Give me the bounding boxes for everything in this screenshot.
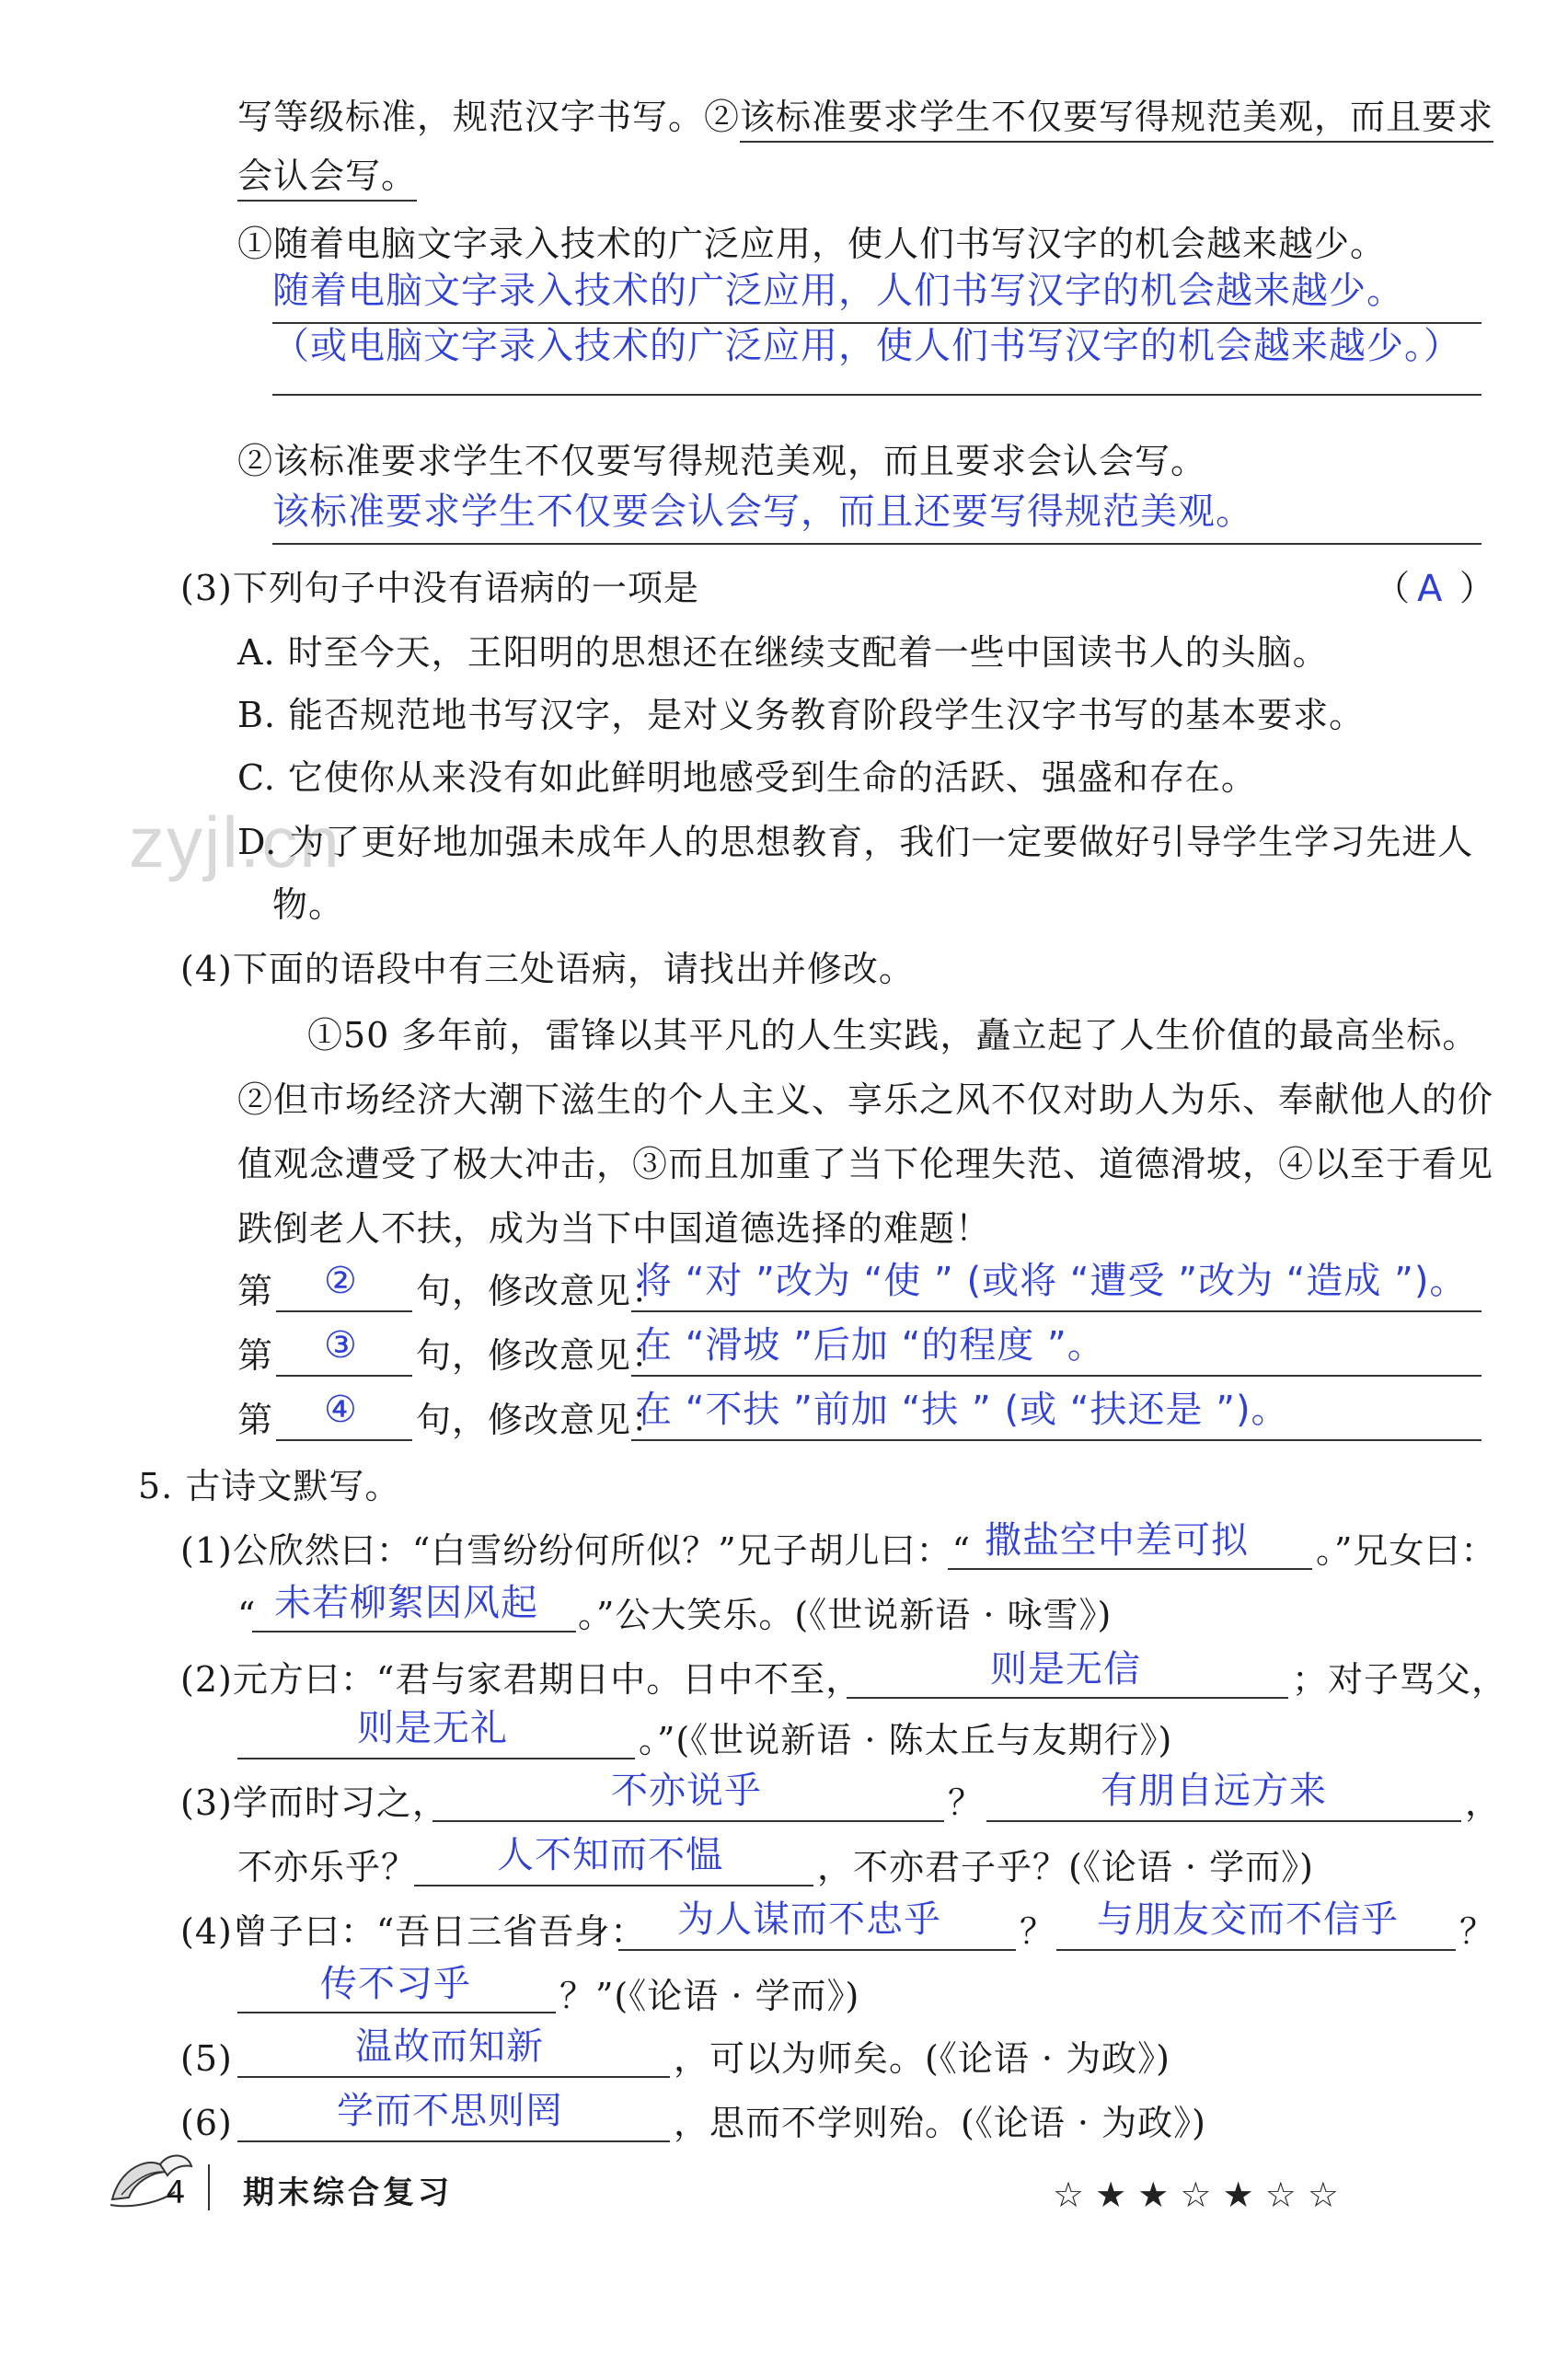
answer-line [272,322,1482,324]
q5-3-answer-1: 不亦说乎 [611,1770,762,1812]
q5-6-answer: 学而不思则罔 [337,2090,563,2132]
answer-line [986,1820,1461,1822]
q5-4-question-mark-2: ？ [1459,1911,1496,1952]
leaf-decoration-icon [103,2144,204,2218]
answer-line [847,1697,1288,1699]
answer-line [631,1310,1482,1312]
q5-title: 5. 古诗文默写。 [138,1466,401,1506]
answer-line [237,2012,556,2013]
q4-di-label: 第 [237,1400,274,1440]
q4-ju-label: 句，修改意见： [416,1335,668,1376]
answer-line [276,1439,412,1441]
top-line-1 [237,97,1494,137]
q5-1-text-end: 。”兄女曰： [1316,1530,1497,1571]
q3-stem: (3)下列句子中没有语病的一项是 [180,568,699,608]
rewrite-1-original: ①随着电脑文字录入技术的广泛应用，使人们书写汉字的机会越来越少。 [237,224,1387,264]
q4-fix-text: 在 “滑坡 ”后加 “的程度 ”。 [635,1324,1105,1367]
q5-3-text-2: 不亦乐乎？ [237,1847,418,1887]
q3-option-d-cont: 物。 [272,884,345,925]
q5-4-answer-3: 传不习乎 [320,1963,471,2005]
answer-line [237,1758,635,1759]
q5-6-label: (6) [180,2103,233,2143]
q5-4-question-mark: ？ [1020,1911,1056,1952]
answer-line [272,394,1482,396]
answer-line [237,2140,670,2142]
rewrite-2-answer: 该标准要求学生不仅要会认会写，而且还要写得规范美观。 [272,490,1253,533]
q4-sentence-number: ② [324,1260,358,1302]
footer-divider [208,2164,210,2210]
q5-4-text: (4)曾子曰：“吾日三省吾身： [180,1911,647,1952]
q4-fix-text: 将 “对 ”改为 “使 ” (或将 “遭受 ”改为 “造成 ”)。 [635,1260,1468,1302]
q3-option-d: D. 为了更好地加强未成年人的思想教育，我们一定要做好引导学生学习先进人 [237,822,1474,862]
q5-4-source: ？”(《论语 · 学而》) [559,1976,860,2016]
q5-1-text: (1)公欣然曰：“白雪纷纷何所似？”兄子胡儿曰：“ [180,1530,972,1571]
q5-3-question-mark: ？ [948,1782,985,1823]
q5-2-source: 。”(《世说新语 · 陈太丘与友期行》) [639,1720,1173,1760]
q4-paragraph-line-2: ②但市场经济大潮下滋生的个人主义、享乐之风不仅对助人为乐、奉献他人的价 [237,1079,1494,1120]
q4-sentence-number: ④ [324,1389,358,1431]
answer-line [272,543,1482,545]
rewrite-2-original: ②该标准要求学生不仅要写得规范美观，而且要求会认会写。 [237,441,1207,481]
q3-option-c: C. 它使你从来没有如此鲜明地感受到生命的活跃、强盛和存在。 [237,757,1257,798]
q5-3-source: ，不亦君子乎？(《论语 · 学而》) [817,1847,1314,1887]
q5-2-text: (2)元方曰：“君与家君期日中。日中不至， [180,1659,862,1700]
footer-title: 期末综合复习 [243,2175,453,2211]
q5-3-answer-3: 人不知而不愠 [497,1834,723,1876]
q5-5-answer: 温故而知新 [355,2025,544,2068]
q5-1-open-quote: “ [237,1595,257,1635]
answer-line [618,1949,1016,1951]
answer-line [414,1885,813,1886]
answer-line [631,1375,1482,1377]
answer-line [948,1568,1312,1570]
rewrite-1-answer: 随着电脑文字录入技术的广泛应用，人们书写汉字的机会越来越少。 [272,270,1404,312]
answer-line [276,1375,412,1377]
q4-di-label: 第 [237,1335,274,1376]
q4-fix-text: 在 “不扶 ”前加 “扶 ” (或 “扶还是 ”)。 [635,1389,1289,1431]
answer-line [631,1439,1482,1441]
q5-5-source: ，可以为师矣。(《论语 · 为政》) [674,2038,1170,2079]
answer-line [432,1820,944,1822]
q5-4-answer-2: 与朋友交而不信乎 [1097,1898,1399,1941]
q5-1-source: 。”公大笑乐。(《世说新语 · 咏雪》) [578,1595,1113,1635]
answer-line [1056,1949,1456,1951]
q3-paren-close: ） [1459,568,1496,608]
q5-3-comma: ， [1465,1782,1502,1823]
q4-di-label: 第 [237,1271,274,1311]
page-number: 4 [166,2175,187,2211]
answer-line [276,1310,412,1312]
q4-paragraph-line-3: 值观念遭受了极大冲击，③而且加重了当下伦理失范、道德滑坡，④以至于看见 [237,1144,1494,1184]
top-line-1-text: 写等级标准，规范汉字书写。② [237,97,741,137]
answer-line [237,2076,670,2078]
q4-ju-label: 句，修改意见： [416,1400,668,1440]
q4-sentence-number: ③ [324,1324,358,1367]
q4-ju-label: 句，修改意见： [416,1271,668,1311]
q4-paragraph-line-4: 跌倒老人不扶，成为当下中国道德选择的难题！ [237,1208,992,1249]
q5-1-answer-1: 撒盐空中差可拟 [985,1519,1249,1562]
top-line-1-underlined: 该标准要求学生不仅要写得规范美观，而且要求 [740,97,1493,143]
q5-5-label: (5) [180,2038,233,2079]
q5-2-text-end: ；对子骂父， [1292,1659,1508,1700]
q5-3-text: (3)学而时习之， [180,1782,448,1823]
q3-option-b: B. 能否规范地书写汉字，是对义务教育阶段学生汉字书写的基本要求。 [237,695,1366,735]
q3-option-a: A. 时至今天，王阳明的思想还在继续支配着一些中国读书人的头脑。 [237,632,1329,673]
q5-1-answer-2: 未若柳絮因风起 [274,1582,538,1624]
q5-3-answer-2: 有朋自远方来 [1101,1770,1327,1812]
q3-answer: A [1417,568,1444,610]
q5-4-answer-1: 为人谋而不忠乎 [677,1898,941,1941]
difficulty-stars: ☆ ★ ★ ☆ ★ ☆ ☆ [1053,2175,1339,2215]
q5-6-source: ，思而不学则殆。(《论语 · 为政》) [674,2103,1206,2143]
q5-2-answer-1: 则是无信 [990,1648,1141,1690]
q3-paren-open: （ [1375,568,1412,608]
top-line-2 [237,156,418,196]
q5-2-answer-2: 则是无礼 [357,1707,508,1749]
top-line-2-underlined: 会认会写。 [237,156,417,202]
answer-line [252,1631,576,1632]
watermark: zyjl.cn [129,802,341,883]
rewrite-1-answer-alt: （或电脑文字录入技术的广泛应用，使人们书写汉字的机会越来越少。） [272,325,1461,367]
q4-paragraph-line-1: ①50 多年前，雷锋以其平凡的人生实践，矗立起了人生价值的最高坐标。 [307,1015,1479,1056]
q4-stem: (4)下面的语段中有三处语病，请找出并修改。 [180,949,915,989]
